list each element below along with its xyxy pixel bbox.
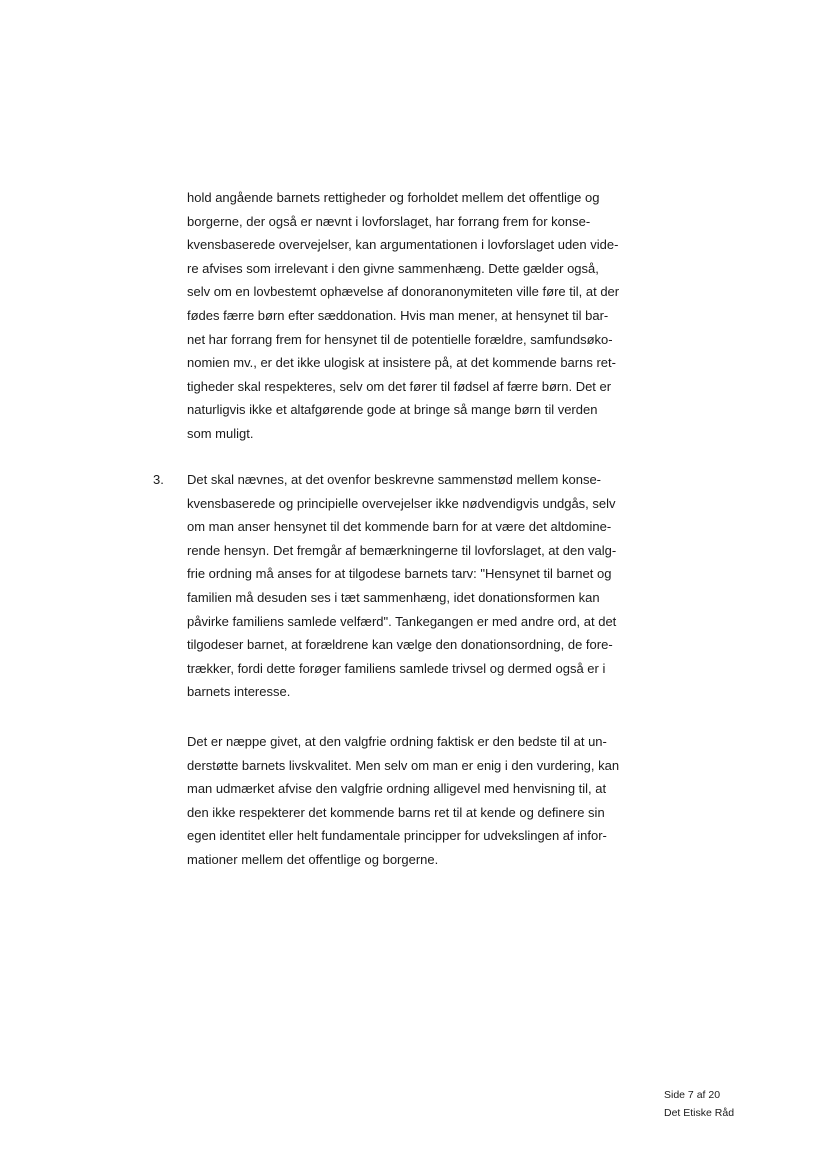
text-line: man udmærket afvise den valgfrie ordning alligevel med henvisning til, at [187, 781, 607, 797]
text-line: Det skal nævnes, at det ovenfor beskrevne sammenstød mellem konse- [187, 472, 602, 487]
text-line: selv om en lovbestemt ophævelse af donoranonymiteten ville føre til, at der [187, 284, 620, 300]
text-line: hold angående barnets rettigheder og forholdet mellem det offentlige og [187, 190, 600, 205]
text-line: barnets interesse. [187, 684, 291, 700]
text-line: den ikke respekterer det kommende barns ret til at kende og definere sin [187, 804, 605, 820]
text-line: tilgodeser barnet, at forældrene kan vælge den donationsordning, de fore- [187, 637, 613, 653]
organization-name: Det Etiske Råd [664, 1107, 735, 1119]
text-line: rende hensyn. Det fremgår af bemærkningerne til lovforslaget, at den valg- [187, 542, 617, 558]
body-paragraph [187, 186, 619, 446]
text-line: frie ordning må anses for at tilgodese barnets tarv: "Hensynet til barnet og [187, 566, 612, 582]
text-line: fødes færre børn efter sæddonation. Hvis man mener, at hensynet til bar- [187, 307, 609, 323]
text-line: naturligvis ikke et altafgørende gode at bringe så mange børn til verden [187, 402, 598, 418]
text-line: trækker, fordi dette forøger familiens samlede trivsel og dermed også er i [187, 660, 606, 676]
text-line: påvirke familiens samlede velfærd". Tankegangen er med andre ord, at det [187, 613, 617, 629]
text-line: re afvises som irrelevant i den givne sammenhæng. Dette gælder også, [187, 260, 599, 276]
text-line: familien må desuden ses i tæt sammenhæng, idet donationsformen kan [187, 589, 600, 605]
text-line: egen identitet eller helt fundamentale principper for udvekslingen af infor- [187, 828, 607, 844]
item-number: 3. [153, 472, 164, 487]
text-line: Det er næppe givet, at den valgfrie ordning faktisk er den bedste til at un- [187, 734, 607, 749]
text-line: mationer mellem det offentlige og borgerne. [187, 851, 439, 867]
body-paragraph [187, 730, 619, 872]
page-number: Side 7 af 20 [664, 1089, 721, 1101]
text-line: nomien mv., er det ikke ulogisk at insistere på, at det kommende barns ret- [187, 355, 616, 371]
text-line: net har forrang frem for hensynet til de potentielle forældre, samfundsøko- [187, 331, 613, 347]
text-line: som muligt. [187, 425, 254, 441]
page-footer [664, 1086, 734, 1122]
text-line: derstøtte barnets livskvalitet. Men selv om man er enig i den vurdering, kan [187, 757, 620, 773]
text-line: borgerne, der også er nævnt i lovforslaget, har forrang frem for konse- [187, 213, 591, 229]
text-line: kvensbaserede overvejelser, kan argumentationen i lovforslaget uden vide- [187, 237, 619, 253]
item-body [187, 468, 616, 704]
text-line: om man anser hensynet til det kommende barn for at være det altdomine- [187, 519, 612, 535]
text-line: tigheder skal respekteres, selv om det fører til fødsel af færre børn. Det er [187, 378, 612, 394]
text-line: kvensbaserede og principielle overvejelser ikke nødvendigvis undgås, selv [187, 495, 616, 511]
